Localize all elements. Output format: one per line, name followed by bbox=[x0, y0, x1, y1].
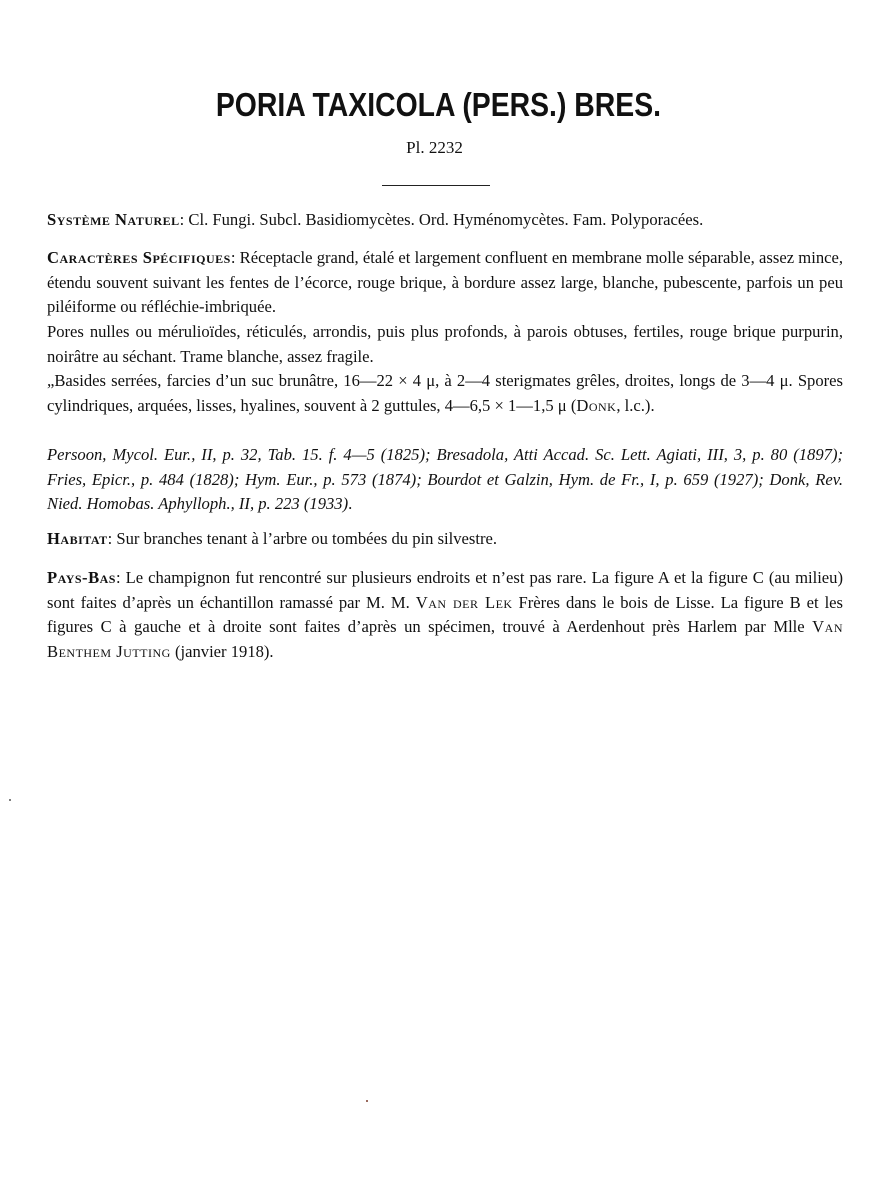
pores-paragraph bbox=[47, 320, 843, 369]
pores-text: Pores nulles ou mérulioïdes, réticulés, arrondis, puis plus profonds, à parois obtuses, fertiles, rouge brique purpurin, noirâtre au séchant. Trame blanche, assez fragile. bbox=[47, 322, 843, 366]
systeme-naturel-paragraph bbox=[47, 208, 843, 233]
caracteres-specifiques-text: : Réceptacle grand, étalé et largement confluent en membrane molle séparable, assez mince, étendu souvent suivant les fentes de l’écorce, rouge brique, à bordure assez large, blanche, pubescente, parfois un peu piléiforme ou réfléchie-imbriquée. bbox=[47, 248, 844, 316]
basides-paragraph bbox=[47, 369, 843, 418]
pays-bas-paragraph bbox=[47, 566, 843, 664]
systeme-naturel-text: : Cl. Fungi. Subcl. Basidiomycètes. Ord. Hyménomycètes. Fam. Polyporacées. bbox=[179, 210, 704, 229]
title-divider bbox=[382, 185, 490, 186]
page-title: PORIA TAXICOLA (PERS.) BRES. bbox=[215, 86, 662, 123]
caracteres-specifiques-paragraph bbox=[47, 246, 843, 320]
caracteres-specifiques-label: Caractères Spécifiques bbox=[47, 248, 231, 267]
references-paragraph bbox=[47, 443, 843, 517]
habitat-paragraph bbox=[47, 527, 843, 552]
reference-persoon: Persoon, Mycol. Eur., II, p. 32, Tab. 15. f. 4—5 (1825); bbox=[47, 445, 437, 464]
basides-end: , l.c.). bbox=[616, 395, 655, 415]
habitat-text: : Sur branches tenant à l’arbre ou tombées du pin silvestre. bbox=[107, 529, 498, 548]
reference-end: . bbox=[348, 494, 353, 513]
reference-hym-eur: Hym. Eur., p. 573 (1874); Bourdot et Galzin, Hym. de Fr., I, bbox=[245, 469, 666, 489]
pays-bas-text-2: Frères dans le bois de Lisse. La figure B et les figures C à gauche et à droite sont faites d’après un spécimen, trouvé à Aerdenhout près Harlem par Mlle bbox=[47, 592, 843, 636]
pays-bas-text-3: (janvier 1918). bbox=[170, 641, 274, 661]
reference-donk: p. 659 (1927); Donk, Rev. Nied. Homobas. Aphylloph., II, p. 223 (1933) bbox=[47, 469, 843, 513]
pays-bas-text-1: : Le champignon fut rencontré sur plusieurs endroits et n’est pas rare. La figure A et la figure C (au milieu) sont faites d’après un échantillon ramassé par M. M. bbox=[47, 568, 843, 612]
speck-mark bbox=[366, 1100, 368, 1102]
speck-mark bbox=[9, 799, 11, 801]
basides-author: Donk bbox=[576, 395, 617, 415]
habitat-label: Habitat bbox=[47, 529, 108, 548]
pays-bas-name-2: Van Benthem Jutting bbox=[47, 617, 843, 661]
reference-fries: p. 80 (1897); Fries, Epicr., p. 484 (1828); bbox=[47, 445, 843, 489]
reference-bresadola: Bresadola, Atti Accad. Sc. Lett. Agiati, III, 3, bbox=[436, 445, 753, 464]
systeme-naturel-label: Système Naturel bbox=[47, 210, 180, 229]
pays-bas-name-1: Van der Lek bbox=[415, 592, 513, 612]
pays-bas-label: Pays-Bas bbox=[47, 568, 116, 587]
basides-text: „Basides serrées, farcies d’un suc brunâtre, 16—22 × 4 μ, à 2—4 sterigmates grêles, droites, longs de 3—4 μ. Spores cylindriques, arquées, lisses, hyalines, souvent à 2 guttules, 4—6,5 × 1—1,5 μ ( bbox=[47, 371, 843, 415]
plate-number: Pl. 2232 bbox=[406, 138, 463, 157]
